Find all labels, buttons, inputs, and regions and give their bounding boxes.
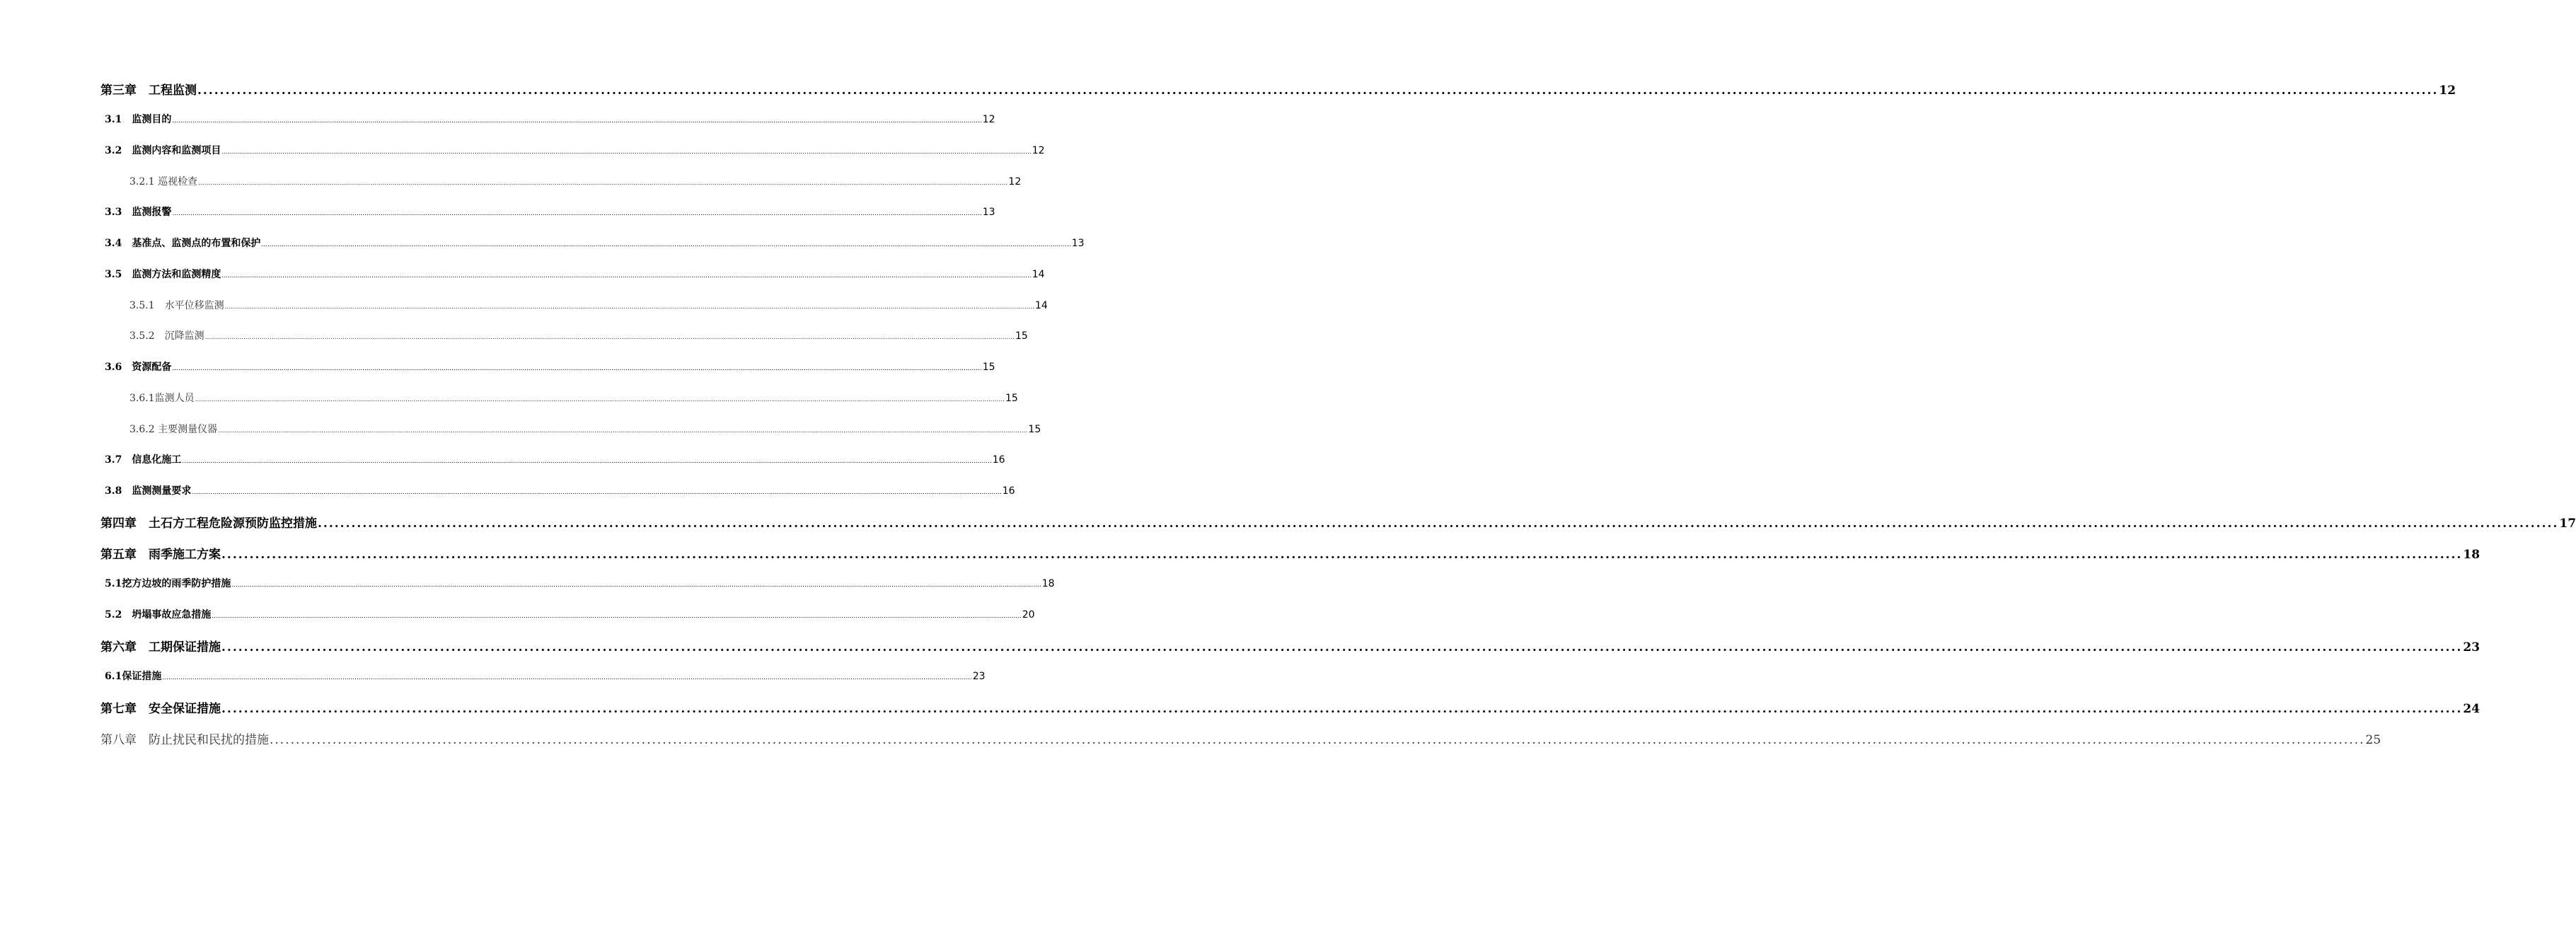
toc-entry-page: 12 (1008, 176, 1022, 188)
toc-entry-3-4[interactable] (105, 236, 1085, 250)
toc-leader-dots: ................................................................................................................................................................................................................................................................................................................................................................................................................ (198, 180, 1008, 187)
toc-leader-dots: ................................................................................................................................................................................................................................................................................................................................................................................................................ (197, 83, 2439, 98)
toc-entry-label: 6.1保证措施 (105, 671, 162, 682)
toc-entry-label: 3.2 监测内容和监测项目 (105, 145, 221, 156)
toc-entry-chapter-6[interactable] (100, 637, 2480, 655)
toc-entry-page: 25 (2365, 733, 2381, 747)
toc-entry-page: 17 (2559, 517, 2576, 531)
toc-entry-page: 18 (1041, 578, 1055, 589)
toc-entry-page: 13 (1071, 238, 1085, 249)
toc-leader-dots: ................................................................................................................................................................................................................................................................................................................................................................................................................ (192, 489, 1002, 496)
toc-entry-page: 14 (1034, 300, 1048, 311)
toc-entry-3-6-1[interactable] (129, 391, 1018, 405)
toc-entry-page: 12 (982, 114, 995, 125)
toc-entry-chapter-3[interactable] (100, 80, 2456, 98)
toc-entry-label: 第五章 雨季施工方案 (100, 548, 221, 562)
toc-entry-label: 3.5.2 沉降监测 (129, 330, 204, 342)
toc-entry-3-1[interactable] (105, 112, 995, 126)
toc-entry-label: 3.8 监测测量要求 (105, 485, 192, 497)
toc-entry-page: 15 (1015, 330, 1028, 342)
toc-entry-page: 12 (2439, 83, 2456, 98)
toc-leader-dots: ................................................................................................................................................................................................................................................................................................................................................................................................................ (182, 458, 992, 465)
toc-entry-page: 14 (1032, 269, 1045, 280)
toc-entry-3-2[interactable] (105, 143, 1045, 157)
toc-entry-chapter-7[interactable] (100, 698, 2480, 716)
toc-entry-label: 3.7 信息化施工 (105, 454, 182, 466)
toc-entry-page: 15 (982, 362, 995, 373)
toc-entry-label: 3.3 监测报警 (105, 207, 172, 218)
toc-entry-label: 3.4 基准点、监测点的布置和保护 (105, 238, 261, 249)
toc-entry-page: 12 (1032, 145, 1045, 156)
toc-entry-page: 16 (992, 454, 1005, 466)
toc-entry-3-5-2[interactable] (129, 328, 1028, 342)
toc-entry-3-2-1[interactable] (129, 174, 1022, 188)
toc-entry-page: 16 (1002, 485, 1015, 497)
toc-entry-page: 23 (972, 671, 986, 682)
toc-leader-dots: ................................................................................................................................................................................................................................................................................................................................................................................................................ (172, 365, 982, 372)
toc-entry-chapter-8[interactable] (100, 730, 2381, 747)
toc-leader-dots: ................................................................................................................................................................................................................................................................................................................................................................................................................ (224, 304, 1034, 311)
toc-leader-dots: ................................................................................................................................................................................................................................................................................................................................................................................................................ (162, 674, 972, 681)
toc-entry-3-7[interactable] (105, 452, 1005, 466)
toc-entry-label: 3.5 监测方法和监测精度 (105, 269, 221, 280)
toc-entry-label: 第七章 安全保证措施 (100, 702, 221, 716)
toc-leader-dots: ................................................................................................................................................................................................................................................................................................................................................................................................................ (221, 702, 2463, 716)
toc-entry-label: 5.2 坍塌事故应急措施 (105, 609, 212, 621)
toc-entry-label: 第六章 工期保证措施 (100, 640, 221, 655)
toc-leader-dots: ................................................................................................................................................................................................................................................................................................................................................................................................................ (221, 548, 2463, 562)
toc-entry-3-5-1[interactable] (129, 298, 1048, 312)
toc-entry-label: 5.1挖方边坡的雨季防护措施 (105, 578, 231, 589)
toc-entry-3-3[interactable] (105, 204, 995, 219)
toc-leader-dots: ................................................................................................................................................................................................................................................................................................................................................................................................................ (221, 149, 1032, 156)
toc-leader-dots: ................................................................................................................................................................................................................................................................................................................................................................................................................ (195, 396, 1005, 403)
toc-leader-dots: ................................................................................................................................................................................................................................................................................................................................................................................................................ (231, 582, 1041, 589)
toc-leader-dots: ................................................................................................................................................................................................................................................................................................................................................................................................................ (172, 210, 982, 217)
toc-entry-5-2[interactable] (105, 607, 1035, 621)
toc-entry-label: 3.6.1监测人员 (129, 393, 195, 404)
toc-entry-label: 3.5.1 水平位移监测 (129, 300, 224, 311)
toc-entry-6-1[interactable] (105, 669, 986, 683)
toc-entry-chapter-5[interactable] (100, 544, 2480, 562)
toc-entry-3-8[interactable] (105, 483, 1015, 497)
toc-entry-3-5[interactable] (105, 267, 1045, 281)
toc-leader-dots: ................................................................................................................................................................................................................................................................................................................................................................................................................ (172, 117, 982, 125)
toc-entry-5-1[interactable] (105, 576, 1055, 590)
toc-leader-dots: ................................................................................................................................................................................................................................................................................................................................................................................................................ (204, 334, 1015, 341)
toc-leader-dots: ................................................................................................................................................................................................................................................................................................................................................................................................................ (212, 613, 1022, 620)
toc-entry-label: 3.1 监测目的 (105, 114, 172, 125)
toc-entry-3-6-2[interactable] (129, 422, 1041, 436)
toc-leader-dots: ................................................................................................................................................................................................................................................................................................................................................................................................................ (221, 640, 2463, 655)
toc-entry-page: 23 (2463, 640, 2480, 655)
toc-leader-dots: ................................................................................................................................................................................................................................................................................................................................................................................................................ (270, 733, 2365, 747)
toc-entry-label: 3.6.2 主要测量仪器 (129, 424, 218, 435)
toc-entry-chapter-4[interactable] (100, 513, 2576, 531)
toc-leader-dots: ................................................................................................................................................................................................................................................................................................................................................................................................................ (261, 241, 1071, 248)
toc-entry-page: 15 (1028, 424, 1041, 435)
toc-leader-dots: ................................................................................................................................................................................................................................................................................................................................................................................................................ (318, 517, 2559, 531)
toc-entry-label: 3.2.1 巡视检查 (129, 176, 198, 188)
toc-entry-label: 3.6 资源配备 (105, 362, 172, 373)
toc-entry-3-6[interactable] (105, 359, 995, 374)
toc-entry-label: 第四章 土石方工程危险源预防监控措施 (100, 517, 317, 531)
toc-entry-page: 24 (2463, 702, 2480, 716)
toc-entry-label: 第三章 工程监测 (100, 83, 197, 98)
toc-entry-page: 15 (1005, 393, 1018, 404)
toc-entry-page: 18 (2463, 548, 2480, 562)
toc-entry-label: 第八章 防止扰民和民扰的措施 (100, 733, 269, 747)
toc-entry-page: 13 (982, 207, 995, 218)
toc-entry-page: 20 (1022, 609, 1035, 621)
toc-leader-dots: ................................................................................................................................................................................................................................................................................................................................................................................................................ (221, 272, 1032, 279)
toc-leader-dots: ................................................................................................................................................................................................................................................................................................................................................................................................................ (218, 427, 1028, 434)
